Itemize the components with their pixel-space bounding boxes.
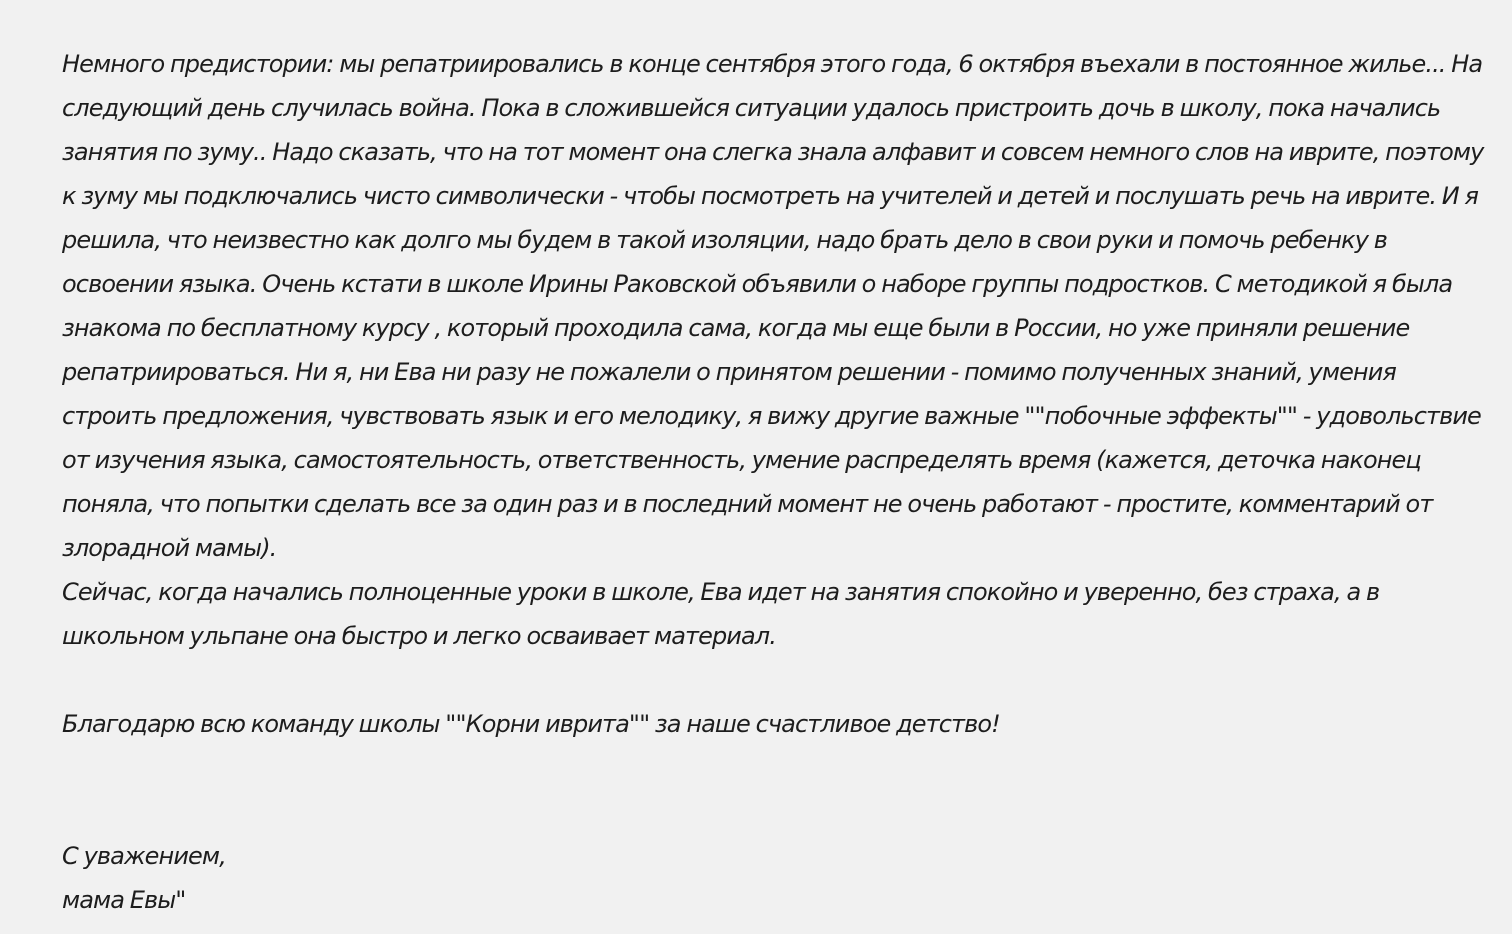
- closing-salutation: С уважением,: [62, 842, 226, 870]
- spacer: [62, 746, 1484, 834]
- paragraph-current-lessons: Сейчас, когда начались полноценные уроки в школе, Ева идет на занятия спокойно и уверенно, без страха, а в школьном ульпане она быстро и легко осваивает материал.: [62, 578, 1380, 650]
- signature: мама Евы": [62, 886, 186, 914]
- paragraph-backstory: Немного предистории: мы репатриировались в конце сентября этого года, 6 октября въехали в постоянное жилье... На следующий день случилась война. Пока в сложившейся ситуации удалось пристроить дочь в школу, пока начались занятия по зуму.. Надо сказать, что на тот момент она слегка знала алфавит и совсем немного слов на иврите, поэтому к зуму мы подключались чисто символически - чтобы посмотреть на учителей и детей и послушать речь на иврите. И я решила, что неизвестно как долго мы будем в такой изоляции, надо брать дело в свои руки и помочь ребенку в освоении языка. Очень кстати в школе Ирины Раковской объявили о наборе группы подростков. С методикой я была знакома по бесплатному курсу , который проходила сама, когда мы еще были в России, но уже приняли решение репатриироваться. Ни я, ни Ева ни разу не пожалели о принятом решении - помимо полученных знаний, умения строить предложения, чувствовать язык и его мелодику, я вижу другие важные ""побочные эффекты"" - удовольствие от изучения языка, самостоятельность, ответственность, умение распределять время (кажется, деточка наконец поняла, что попытки сделать все за один раз и в последний момент не очень работают - простите, комментарий от злорадной мамы).: [62, 50, 1484, 562]
- spacer: [62, 658, 1484, 702]
- paragraph-thanks: Благодарю всю команду школы ""Корни иврита"" за наше счастливое детство!: [62, 710, 1000, 738]
